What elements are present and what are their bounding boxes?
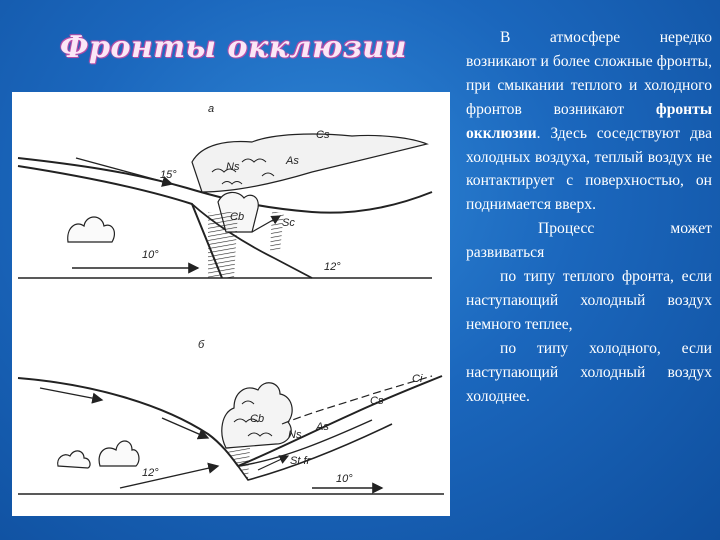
label-top-cs: Cs [316, 129, 330, 141]
label-bottom-as: As [316, 421, 329, 433]
label-top-12: 12° [324, 261, 341, 273]
label-bottom-cs: Cs [370, 395, 384, 407]
paragraph-intro-start: В атмосфере нередко возникают и более сложные фронты, при смыкании теплого и холодного фронтов возникают [466, 29, 712, 118]
body-text [466, 26, 712, 409]
label-bottom-st-fr: St fr [290, 455, 311, 467]
paragraph-intro-term: фронты окклюзии [466, 100, 712, 142]
paragraph-warm-type: по типу теплого фронта, если наступающий холодный воздух немного теплее, [466, 268, 712, 333]
label-bottom-cb: Cb [250, 413, 265, 425]
label-top-15: 15° [160, 169, 177, 181]
paragraph-cold-type: по типу холодного, если наступающий холодный воздух холоднее. [466, 339, 712, 405]
caption-top: а [208, 103, 215, 115]
diagram-bottom [18, 339, 444, 494]
diagram-top [18, 103, 432, 278]
slide-title: Фронты окклюзии [60, 30, 407, 65]
label-bottom-10: 10° [336, 473, 353, 485]
label-top-sc: Sc [282, 217, 295, 229]
label-top-as: As [286, 155, 299, 167]
label-bottom-12: 12° [142, 467, 159, 479]
label-top-cb: Cb [230, 211, 245, 223]
label-bottom-ci: Ci [412, 373, 423, 385]
paragraph-intro-end: . Здесь соседствуют два холодных воздуха, теплый воздух не контактирует с поверхностью, он поднимается вверх. [466, 124, 712, 214]
paragraph-process: Процесс может развиваться [466, 220, 712, 262]
diagram-drawing [12, 92, 450, 516]
label-top-ns: Ns [226, 161, 240, 173]
caption-bottom: б [198, 339, 205, 351]
label-bottom-ns: Ns [288, 429, 302, 441]
label-top-10: 10° [142, 249, 159, 261]
occlusion-front-diagram [12, 92, 450, 516]
paragraph-intro [466, 26, 712, 217]
